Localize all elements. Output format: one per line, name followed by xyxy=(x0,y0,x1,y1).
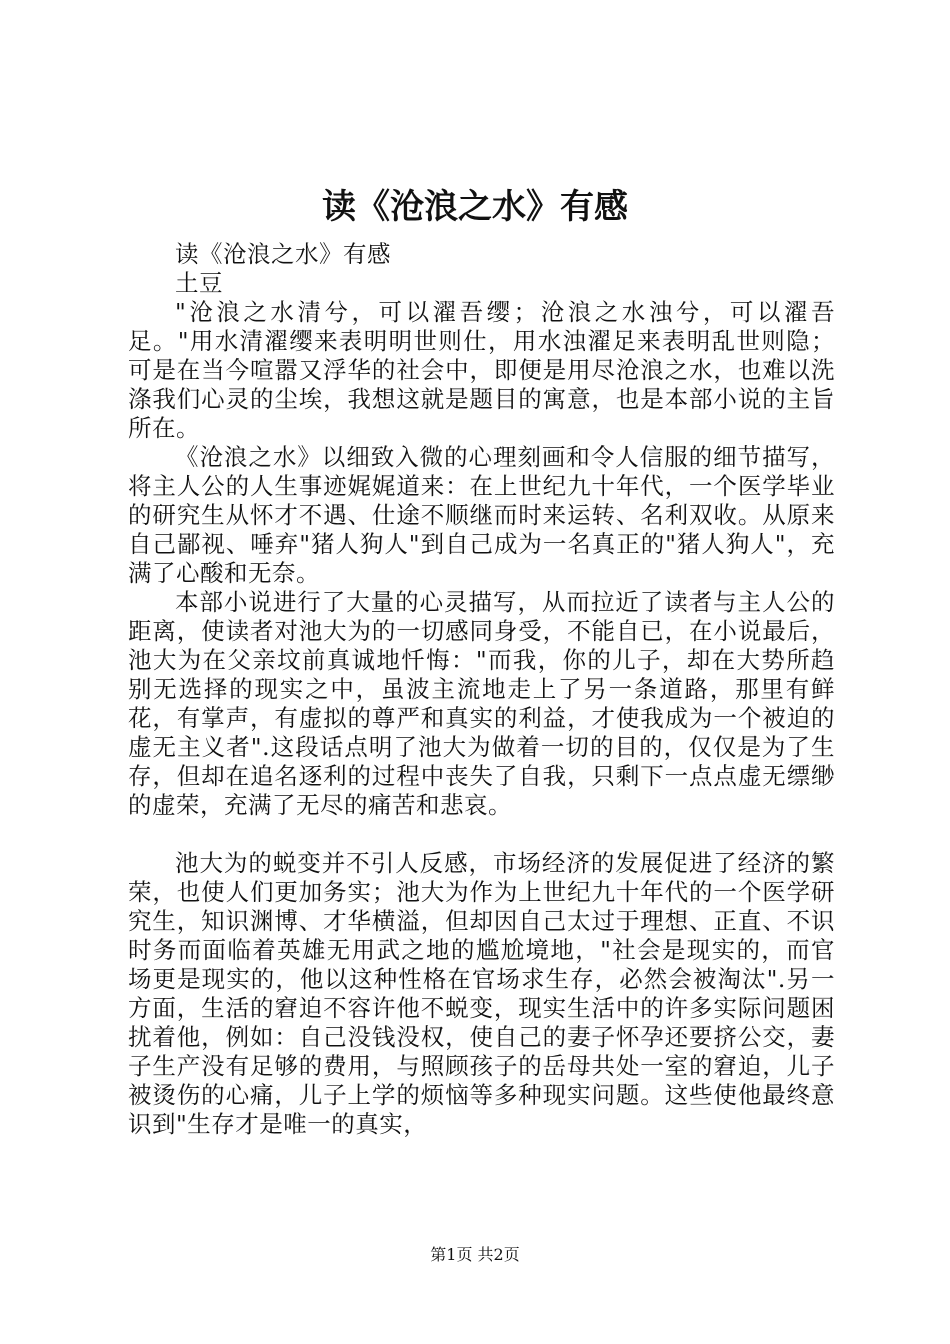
page-number-footer: 第1页 共2页 xyxy=(430,1245,520,1264)
body-paragraph-3: 本部小说进行了大量的心灵描写，从而拉近了读者与主人公的距离，使读者对池大为的一切感同身受，不能自已，在小说最后，池大为在父亲坟前真诚地忏悔："而我，你的儿子，却在大势所趋别无选择的现实之中，虽波主流地走上了另一条道路，那里有鲜花，有掌声，有虚拟的尊严和真实的利益，才使我成为一个被迫的虚无主义者".这段话点明了池大为做着一切的目的，仅仅是为了生存，但却在追名逐利的过程中丧失了自我，只剩下一点点虚无缥缈的虚荣，充满了无尽的痛苦和悲哀。 xyxy=(128,588,835,819)
author-line: 土豆 xyxy=(175,269,223,297)
document-title: 读《沧浪之水》有感 xyxy=(322,187,628,227)
body-paragraph-2: 《沧浪之水》以细致入微的心理刻画和令人信服的细节描写，将主人公的人生事迹娓娓道来：在上世纪九十年代，一个医学毕业的研究生从怀才不遇、仕途不顺继而时来运转、名利双收。从原来自己鄙视、唾弃"猪人狗人"到自己成为一名真正的"猪人狗人"，充满了心酸和无奈。 xyxy=(128,443,835,587)
body-paragraph-4: 池大为的蜕变并不引人反感，市场经济的发展促进了经济的繁荣，也使人们更加务实；池大为作为上世纪九十年代的一个医学研究生，知识渊博、才华横溢，但却因自己太过于理想、正直、不识时务而面临着英雄无用武之地的尴尬境地，"社会是现实的，而官场更是现实的，他以这种性格在官场求生存，必然会被淘汰".另一方面，生活的窘迫不容许他不蜕变，现实生活中的许多实际问题困扰着他，例如：自己没钱没权，使自己的妻子怀孕还要挤公交，妻子生产没有足够的费用，与照顾孩子的岳母共处一室的窘迫，儿子被烫伤的心痛，儿子上学的烦恼等多种现实问题。这些使他最终意识到"生存才是唯一的真实， xyxy=(128,849,835,1138)
subtitle-line: 读《沧浪之水》有感 xyxy=(175,240,391,268)
document-body xyxy=(128,240,835,1139)
body-paragraph-1: "沧浪之水清兮，可以濯吾缨；沧浪之水浊兮，可以濯吾足。"用水清濯缨来表明明世则仕，用水浊濯足来表明乱世则隐；可是在当今喧嚣又浮华的社会中，即便是用尽沧浪之水，也难以洗涤我们心灵的尘埃，我想这就是题目的寓意，也是本部小说的主旨所在。 xyxy=(128,298,835,442)
